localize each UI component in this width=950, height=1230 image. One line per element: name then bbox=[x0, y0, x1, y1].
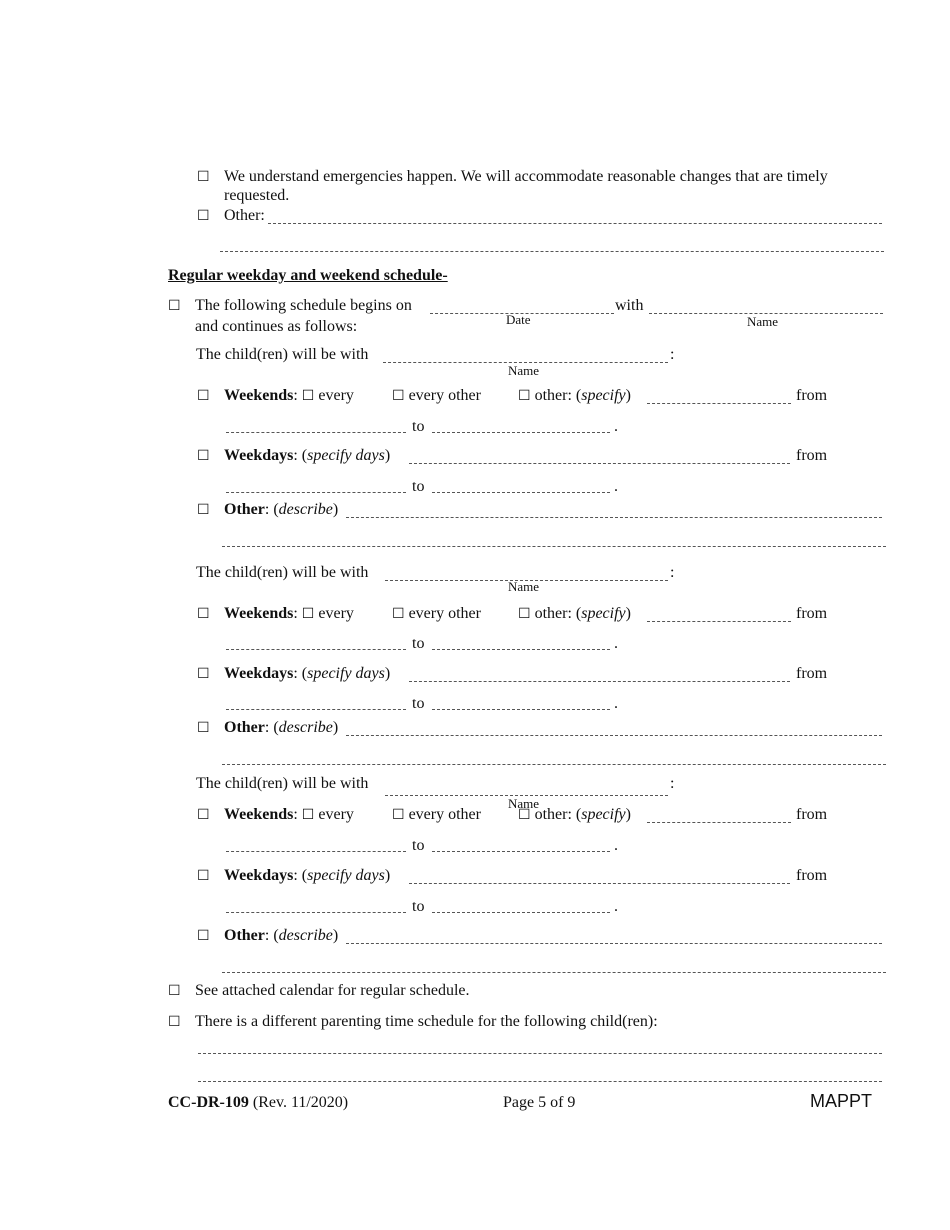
block3-weekdays-days-field[interactable] bbox=[409, 883, 790, 884]
block3-colon: : bbox=[670, 775, 675, 792]
block3-weekdays-from-field[interactable] bbox=[226, 912, 406, 913]
emergency-text-line1: We understand emergencies happen. We will accommodate reasonable changes that are timely bbox=[224, 168, 828, 185]
block2-weekends-from-label: from bbox=[796, 605, 828, 622]
block3-specify-days: specify days bbox=[307, 867, 385, 884]
block3-other-specify-checkbox[interactable]: ☐ bbox=[518, 807, 531, 823]
block2-describe-word: describe bbox=[278, 719, 333, 736]
footer-form-info bbox=[168, 1094, 348, 1112]
block1-other-label: Other bbox=[224, 501, 265, 518]
block2-specify-days: specify days bbox=[307, 665, 385, 682]
block1-weekdays-to-field[interactable] bbox=[432, 492, 610, 493]
block3-other-field[interactable] bbox=[346, 943, 882, 944]
schedule-begins-with-label: with bbox=[615, 297, 644, 314]
block1-weekdays-from-field[interactable] bbox=[226, 492, 406, 493]
block1-weekends-period: . bbox=[614, 418, 618, 435]
block1-every-other-label: every other bbox=[408, 387, 481, 404]
emergency-other-field[interactable] bbox=[268, 223, 882, 224]
block2-with-label: The child(ren) will be with bbox=[196, 564, 369, 581]
block2-every-label: every bbox=[318, 605, 354, 622]
block1-weekends-to-field[interactable] bbox=[432, 432, 610, 433]
block3-weekends-period: . bbox=[614, 837, 618, 854]
block2-every-other-checkbox[interactable]: ☐ bbox=[392, 606, 405, 622]
footer-revision: (Rev. 11/2020) bbox=[252, 1094, 349, 1111]
block2-weekends-period: . bbox=[614, 635, 618, 652]
block2-weekends-row: Weekends: ☐ every bbox=[224, 605, 354, 622]
block1-weekends-label: Weekends bbox=[224, 387, 294, 404]
block2-weekdays-from-label: from bbox=[796, 665, 828, 682]
block1-weekdays-from-label: from bbox=[796, 447, 828, 464]
block3-every-checkbox[interactable]: ☐ bbox=[301, 807, 315, 823]
block2-weekends-to-label: to bbox=[412, 635, 425, 652]
block2-weekdays-period: . bbox=[614, 695, 618, 712]
block1-weekdays-period: . bbox=[614, 478, 618, 495]
continues-label: and continues as follows: bbox=[195, 318, 358, 335]
calendar-label: See attached calendar for regular schedule. bbox=[195, 982, 470, 999]
block2-other-specify-label: other: ( bbox=[534, 605, 582, 622]
block3-weekends-specify-field[interactable] bbox=[647, 822, 791, 823]
block3-weekends-to-label: to bbox=[412, 837, 425, 854]
block2-colon: : bbox=[670, 564, 675, 581]
block3-name-caption: Name bbox=[508, 796, 540, 811]
block3-describe-word: describe bbox=[278, 927, 333, 944]
block2-weekends-label: Weekends bbox=[224, 605, 294, 622]
block2-other-field[interactable] bbox=[346, 735, 882, 736]
block3-weekdays-from-label: from bbox=[796, 867, 828, 884]
different-schedule-label: There is a different parenting time schedule for the following child(ren): bbox=[195, 1013, 658, 1030]
block1-describe-word: describe bbox=[278, 501, 333, 518]
block2-other-checkbox[interactable]: ☐ bbox=[197, 720, 210, 736]
block3-weekdays-to-label: to bbox=[412, 898, 425, 915]
block2-specify-word: specify bbox=[581, 605, 626, 622]
block2-other-label: Other bbox=[224, 719, 265, 736]
block1-with-label: The child(ren) will be with bbox=[196, 346, 369, 363]
block2-weekdays-checkbox[interactable]: ☐ bbox=[197, 666, 210, 682]
block2-weekends-specify-field[interactable] bbox=[647, 621, 791, 622]
emergency-other-field-line2[interactable] bbox=[220, 251, 884, 252]
block3-weekends-checkbox[interactable]: ☐ bbox=[197, 807, 210, 823]
date-caption: Date bbox=[506, 312, 531, 327]
block3-weekends-from-field[interactable] bbox=[226, 851, 406, 852]
emergency-other-checkbox[interactable]: ☐ bbox=[197, 208, 210, 224]
block2-weekdays-to-label: to bbox=[412, 695, 425, 712]
emergency-other-label: Other: bbox=[224, 207, 265, 224]
block2-name-caption: Name bbox=[508, 579, 540, 594]
block1-weekdays-to-label: to bbox=[412, 478, 425, 495]
block2-weekends-to-field[interactable] bbox=[432, 649, 610, 650]
block2-every-checkbox[interactable]: ☐ bbox=[301, 606, 315, 622]
block3-weekdays-period: . bbox=[614, 898, 618, 915]
block1-other-field-line2[interactable] bbox=[222, 546, 886, 547]
block3-other-checkbox[interactable]: ☐ bbox=[197, 928, 210, 944]
block2-other-row: Other: (describe) bbox=[224, 719, 339, 736]
block1-weekdays-days-field[interactable] bbox=[409, 463, 790, 464]
block1-name-caption: Name bbox=[508, 363, 540, 378]
block3-other-row: Other: (describe) bbox=[224, 927, 339, 944]
block1-every-other-row bbox=[392, 387, 481, 405]
block3-weekdays-label: Weekdays bbox=[224, 867, 294, 884]
emergency-checkbox[interactable]: ☐ bbox=[197, 169, 210, 185]
block1-other-field[interactable] bbox=[346, 517, 882, 518]
block1-weekends-row: Weekends: ☐ every bbox=[224, 387, 354, 404]
block2-weekdays-label: Weekdays bbox=[224, 665, 294, 682]
different-schedule-checkbox[interactable]: ☐ bbox=[168, 1014, 181, 1030]
block1-weekends-checkbox[interactable]: ☐ bbox=[197, 388, 210, 404]
different-schedule-field-line2[interactable] bbox=[198, 1081, 882, 1082]
schedule-begins-label: The following schedule begins on bbox=[195, 297, 412, 314]
block2-weekdays-row: Weekdays: (specify days) bbox=[224, 665, 391, 682]
block1-weekends-from-label: from bbox=[796, 387, 828, 404]
block1-weekdays-row: Weekdays: (specify days) bbox=[224, 447, 391, 464]
block3-every-other-checkbox[interactable]: ☐ bbox=[392, 807, 405, 823]
footer-form-id: CC-DR-109 bbox=[168, 1094, 249, 1111]
block3-every-other-label: every other bbox=[408, 806, 481, 823]
block3-every-label: every bbox=[318, 806, 354, 823]
block2-weekends-checkbox[interactable]: ☐ bbox=[197, 606, 210, 622]
block3-weekends-to-field[interactable] bbox=[432, 851, 610, 852]
block1-weekends-specify-field[interactable] bbox=[647, 403, 791, 404]
block1-weekdays-label: Weekdays bbox=[224, 447, 294, 464]
block2-every-other-row bbox=[392, 605, 481, 623]
block3-weekends-from-label: from bbox=[796, 806, 828, 823]
section-heading: Regular weekday and weekend schedule- bbox=[168, 267, 448, 284]
block2-weekdays-from-field[interactable] bbox=[226, 709, 406, 710]
block3-specify-word: specify bbox=[581, 806, 626, 823]
block1-specify-word: specify bbox=[581, 387, 626, 404]
block3-other-label: Other bbox=[224, 927, 265, 944]
block1-weekends-from-field[interactable] bbox=[226, 432, 406, 433]
block2-weekends-from-field[interactable] bbox=[226, 649, 406, 650]
block1-weekends-to-label: to bbox=[412, 418, 425, 435]
footer-page-number: Page 5 of 9 bbox=[503, 1094, 576, 1111]
footer-form-code: MAPPT bbox=[810, 1091, 873, 1111]
block3-every-other-row bbox=[392, 806, 481, 824]
block3-weekends-label: Weekends bbox=[224, 806, 294, 823]
block3-other-specify-label: other: ( bbox=[534, 806, 582, 823]
block3-weekdays-to-field[interactable] bbox=[432, 912, 610, 913]
block3-other-field-line2[interactable] bbox=[222, 972, 886, 973]
block3-weekdays-checkbox[interactable]: ☐ bbox=[197, 868, 210, 884]
block1-other-specify-label: other: ( bbox=[534, 387, 582, 404]
block2-weekdays-days-field[interactable] bbox=[409, 681, 790, 682]
block3-weekends-row: Weekends: ☐ every bbox=[224, 806, 354, 823]
schedule-begins-checkbox[interactable]: ☐ bbox=[168, 298, 181, 314]
block3-weekdays-row: Weekdays: (specify days) bbox=[224, 867, 391, 884]
block1-every-checkbox[interactable]: ☐ bbox=[301, 388, 315, 404]
emergency-text-line2: requested. bbox=[224, 187, 290, 204]
block1-other-specify-row: ☐ other: (specify) bbox=[518, 387, 631, 404]
block2-weekdays-to-field[interactable] bbox=[432, 709, 610, 710]
calendar-checkbox[interactable]: ☐ bbox=[168, 983, 181, 999]
block1-specify-days: specify days bbox=[307, 447, 385, 464]
block3-other-specify-row: ☐ other: (specify) bbox=[518, 806, 631, 823]
block2-other-field-line2[interactable] bbox=[222, 764, 886, 765]
block2-every-other-label: every other bbox=[408, 605, 481, 622]
name-caption: Name bbox=[747, 314, 779, 329]
block1-other-checkbox[interactable]: ☐ bbox=[197, 502, 210, 518]
block2-other-specify-row: ☐ other: (specify) bbox=[518, 605, 631, 622]
block1-every-other-checkbox[interactable]: ☐ bbox=[392, 388, 405, 404]
block2-other-specify-checkbox[interactable]: ☐ bbox=[518, 606, 531, 622]
block1-other-row: Other: (describe) bbox=[224, 501, 339, 518]
block1-every-label: every bbox=[318, 387, 354, 404]
block1-other-specify-checkbox[interactable]: ☐ bbox=[518, 388, 531, 404]
different-schedule-field-line1[interactable] bbox=[198, 1053, 882, 1054]
block3-with-label: The child(ren) will be with bbox=[196, 775, 369, 792]
block1-colon: : bbox=[670, 346, 675, 363]
block1-weekdays-checkbox[interactable]: ☐ bbox=[197, 448, 210, 464]
